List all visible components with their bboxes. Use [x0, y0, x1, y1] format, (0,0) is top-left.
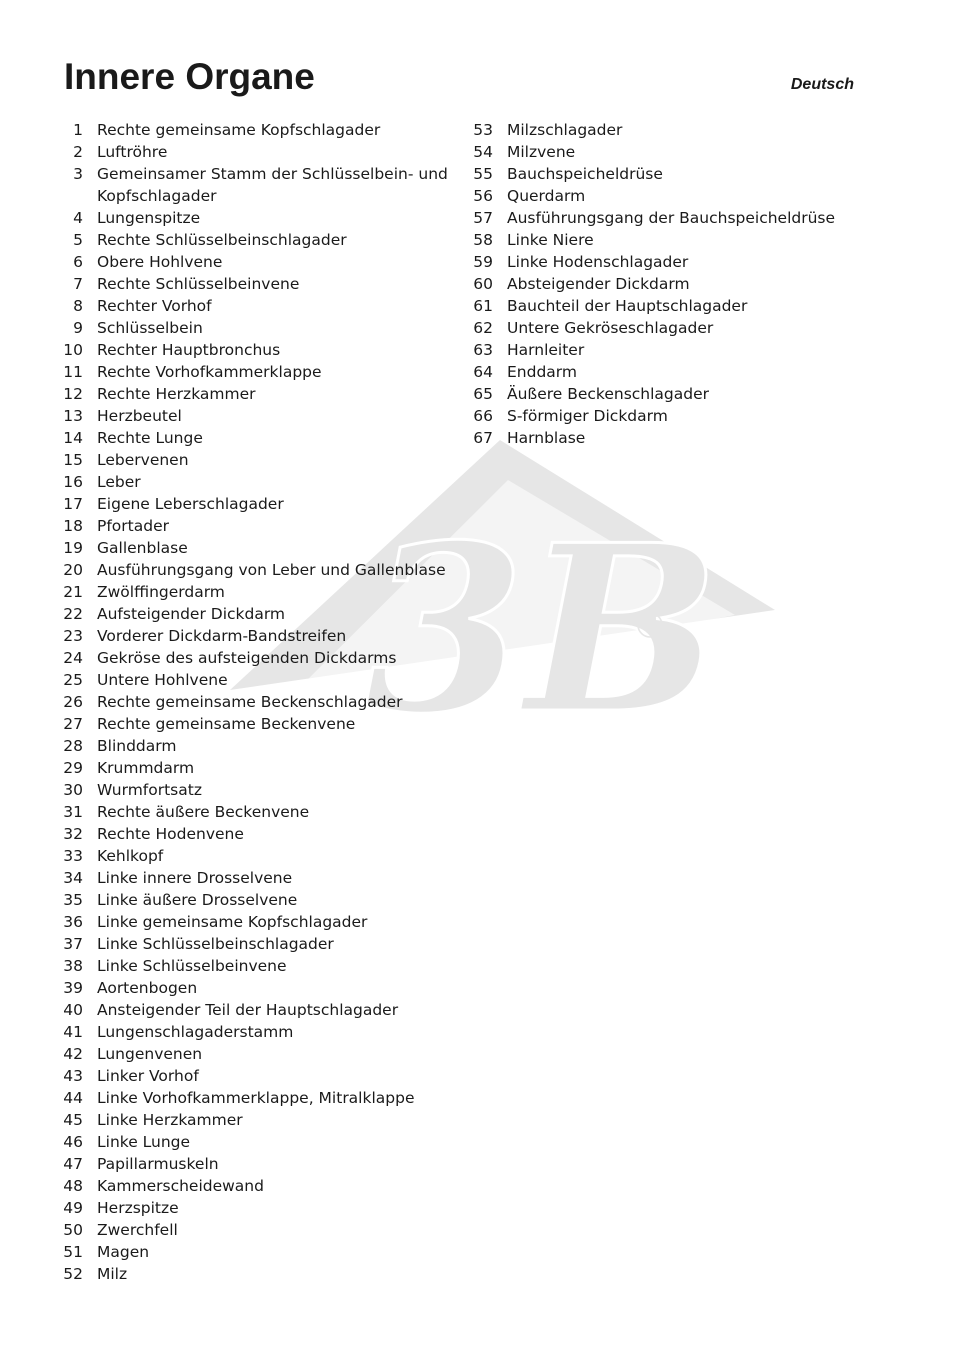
legend-item-number: 2: [73, 143, 83, 161]
legend-item-label: Rechte Schlüsselbeinschlagader: [97, 231, 347, 249]
legend-item-number: 44: [63, 1089, 83, 1107]
legend-item-number: 6: [73, 253, 83, 271]
legend-column-1: [56, 119, 456, 1285]
legend-item-number: 61: [473, 297, 493, 315]
legend-item-number: 1: [73, 121, 83, 139]
legend-item-number: 28: [63, 737, 83, 755]
legend-item-label: Ansteigender Teil der Hauptschlagader: [97, 1001, 399, 1019]
legend-item: [56, 537, 456, 559]
legend-item-label: Lungenschlagaderstamm: [97, 1023, 294, 1041]
legend-item-label: Linke Lunge: [97, 1133, 191, 1151]
legend-item-label: Aortenbogen: [97, 979, 198, 997]
legend-item-number: 39: [63, 979, 83, 997]
legend-item-number: 10: [63, 341, 83, 359]
legend-item-label: Magen: [97, 1243, 150, 1261]
legend-item-label: Bauchteil der Hauptschlagader: [507, 297, 748, 315]
legend-item-label: Milz: [97, 1265, 128, 1283]
legend-item-label: Linke Schlüsselbeinschlagader: [97, 935, 334, 953]
legend-item-label: Rechte Vorhofkammerklappe: [97, 363, 322, 381]
legend-item-label: Obere Hohlvene: [97, 253, 223, 271]
legend-item: [56, 779, 456, 801]
legend-item-label: Gallenblase: [97, 539, 188, 557]
legend-item: [466, 383, 886, 405]
legend-item: [56, 669, 456, 691]
legend-item-number: 3: [73, 165, 83, 183]
legend-item-number: 67: [473, 429, 493, 447]
legend-item: [56, 1175, 456, 1197]
legend-item: [466, 229, 886, 251]
legend-item-label: Linke Niere: [507, 231, 594, 249]
legend-item: [466, 207, 886, 229]
legend-item-number: 24: [63, 649, 83, 667]
legend-item-number: 40: [63, 1001, 83, 1019]
legend-item: [56, 581, 456, 603]
legend-item-label: Zwölffingerdarm: [97, 583, 225, 601]
legend-item: [56, 977, 456, 999]
legend-item-number: 17: [63, 495, 83, 513]
legend-item-label: Eigene Leberschlagader: [97, 495, 284, 513]
legend-item-number: 47: [63, 1155, 83, 1173]
legend-item: [56, 119, 456, 141]
legend-item: [56, 713, 456, 735]
legend-item: [56, 1131, 456, 1153]
legend-item-number: 50: [63, 1221, 83, 1239]
legend-item-number: 32: [63, 825, 83, 843]
legend-item-number: 21: [63, 583, 83, 601]
legend-item-label: Untere Hohlvene: [97, 671, 228, 689]
legend-item: [56, 603, 456, 625]
legend-item-number: 30: [63, 781, 83, 799]
legend-item-label: Harnblase: [507, 429, 586, 447]
legend-item-label: Luftröhre: [97, 143, 168, 161]
legend-item-number: 43: [63, 1067, 83, 1085]
legend-item-label: Lungenspitze: [97, 209, 201, 227]
legend-item-number: 48: [63, 1177, 83, 1195]
legend-item-label: Rechter Hauptbronchus: [97, 341, 281, 359]
legend-item: [466, 141, 886, 163]
legend-item: [56, 317, 456, 339]
legend-item-number: 51: [63, 1243, 83, 1261]
legend-item-label: Herzspitze: [97, 1199, 179, 1217]
legend-item-number: 34: [63, 869, 83, 887]
legend-item: [56, 867, 456, 889]
legend-item: [56, 625, 456, 647]
legend-item-label: Rechter Vorhof: [97, 297, 212, 315]
legend-item-number: 16: [63, 473, 83, 491]
legend-item-label: Ausführungsgang von Leber und Gallenblase: [97, 561, 446, 579]
legend-item-number: 66: [473, 407, 493, 425]
legend-item: [56, 1109, 456, 1131]
legend-item-number: 59: [473, 253, 493, 271]
legend-item: [56, 889, 456, 911]
legend-item: [56, 1153, 456, 1175]
legend-item-label: Papillarmuskeln: [97, 1155, 219, 1173]
legend-item: [56, 405, 456, 427]
legend-item: [466, 119, 886, 141]
legend-item-label: Kammerscheidewand: [97, 1177, 264, 1195]
legend-item-label: Äußere Beckenschlagader: [507, 385, 710, 403]
legend-item: [56, 691, 456, 713]
legend-item: [56, 141, 456, 163]
legend-item: [56, 647, 456, 669]
legend-item: [56, 1241, 456, 1263]
legend-item-number: 56: [473, 187, 493, 205]
logo-text: 3B: [365, 495, 720, 740]
legend-item-number: 33: [63, 847, 83, 865]
legend-item-label: Herzbeutel: [97, 407, 182, 425]
legend-item-label: Enddarm: [507, 363, 577, 381]
legend-item: [56, 207, 456, 229]
legend-item: [56, 735, 456, 757]
legend-item-label: Gekröse des aufsteigenden Dickdarms: [97, 649, 397, 667]
legend-item-number: 19: [63, 539, 83, 557]
legend-item-number: 13: [63, 407, 83, 425]
legend-item-label: Querdarm: [507, 187, 586, 205]
legend-item-number: 25: [63, 671, 83, 689]
legend-item-number: 27: [63, 715, 83, 733]
language-label: Deutsch: [790, 76, 854, 93]
legend-item-label: Rechte Hodenvene: [97, 825, 244, 843]
legend-item: [466, 251, 886, 273]
legend-item-label: Krummdarm: [97, 759, 195, 777]
legend-item: [466, 405, 886, 427]
legend-item-label: S-förmiger Dickdarm: [507, 407, 668, 425]
legend-item-number: 8: [73, 297, 83, 315]
legend-item: [466, 185, 886, 207]
legend-item-number: 37: [63, 935, 83, 953]
legend-item: [56, 823, 456, 845]
legend-item-label: Kehlkopf: [97, 847, 164, 865]
legend-item-label: Milzvene: [507, 143, 576, 161]
legend-item-label: Bauchspeicheldrüse: [507, 165, 663, 183]
page-title: Innere Organe: [64, 56, 315, 97]
legend-item-label: Rechte gemeinsame Kopfschlagader: [97, 121, 381, 139]
legend-item-label: Harnleiter: [507, 341, 585, 359]
legend-item: [56, 559, 456, 581]
legend-item: [56, 801, 456, 823]
legend-item-number: 31: [63, 803, 83, 821]
legend-item-number: 49: [63, 1199, 83, 1217]
legend-item: [56, 229, 456, 251]
legend-item: [56, 1087, 456, 1109]
legend-item: [466, 427, 886, 449]
legend-item: [56, 493, 456, 515]
legend-item-number: 11: [63, 363, 83, 381]
legend-item-number: 12: [63, 385, 83, 403]
legend-item-label: Untere Gekröseschlagader: [507, 319, 714, 337]
legend-item-label: Leber: [97, 473, 141, 491]
legend-item-number: 65: [473, 385, 493, 403]
legend-item-number: 62: [473, 319, 493, 337]
legend-item-label: Linke Vorhofkammerklappe, Mitralklappe: [97, 1089, 415, 1107]
legend-item: [466, 317, 886, 339]
legend-item-label: Zwerchfell: [97, 1221, 178, 1239]
legend-item-number: 52: [63, 1265, 83, 1283]
legend-item-label: Linker Vorhof: [97, 1067, 199, 1085]
legend-item-number: 64: [473, 363, 493, 381]
legend-item-number: 54: [473, 143, 493, 161]
legend-item-number: 4: [73, 209, 83, 227]
legend-item: [56, 515, 456, 537]
legend-item-label: Rechte gemeinsame Beckenvene: [97, 715, 356, 733]
legend-item-number: 36: [63, 913, 83, 931]
legend-item-number: 63: [473, 341, 493, 359]
legend-item: [56, 933, 456, 955]
legend-item-label: Linke äußere Drosselvene: [97, 891, 298, 909]
legend-item: [466, 339, 886, 361]
legend-item-number: 53: [473, 121, 493, 139]
legend-item-label: Lebervenen: [97, 451, 189, 469]
legend-item-label: Rechte gemeinsame Beckenschlagader: [97, 693, 403, 711]
legend-item: [466, 163, 886, 185]
legend-item-number: 29: [63, 759, 83, 777]
legend-item: [56, 1219, 456, 1241]
legend-item-label: Ausführungsgang der Bauchspeicheldrüse: [507, 209, 836, 227]
legend-item: [56, 911, 456, 933]
legend-item-number: 7: [73, 275, 83, 293]
legend-item-label: Lungenvenen: [97, 1045, 203, 1063]
legend-item-number: 60: [473, 275, 493, 293]
legend-item: [56, 361, 456, 383]
legend-item-number: 57: [473, 209, 493, 227]
legend-item-label: Aufsteigender Dickdarm: [97, 605, 286, 623]
legend-item-number: 18: [63, 517, 83, 535]
legend-item: [56, 1021, 456, 1043]
legend-item-label: Linke innere Drosselvene: [97, 869, 293, 887]
legend-item-label: Rechte Schlüsselbeinvene: [97, 275, 300, 293]
legend-item: [56, 845, 456, 867]
legend-item-number: 46: [63, 1133, 83, 1151]
legend-item-label: Pfortader: [97, 517, 169, 535]
legend-item-number: 23: [63, 627, 83, 645]
legend-item: [56, 427, 456, 449]
legend-item: [56, 471, 456, 493]
legend-item-number: 55: [473, 165, 493, 183]
legend-item: [56, 1065, 456, 1087]
legend-item-number: 58: [473, 231, 493, 249]
legend-item-label: Wurmfortsatz: [97, 781, 202, 799]
legend-item-label: Rechte Lunge: [97, 429, 203, 447]
legend-item: [466, 273, 886, 295]
legend-item-number: 45: [63, 1111, 83, 1129]
legend-item: [56, 163, 456, 207]
legend-item-label: Linke Schlüsselbeinvene: [97, 957, 287, 975]
legend-item-label: Milzschlagader: [507, 121, 623, 139]
legend-item: [56, 273, 456, 295]
legend-item-number: 35: [63, 891, 83, 909]
legend-item: [56, 955, 456, 977]
legend-item: [56, 1197, 456, 1219]
legend-item: [56, 999, 456, 1021]
legend-item-number: 5: [73, 231, 83, 249]
legend-item: [56, 295, 456, 317]
legend-item-label: Blinddarm: [97, 737, 177, 755]
legend-item-label: Gemeinsamer Stamm der Schlüsselbein- und Kopfschlagader: [97, 165, 448, 205]
legend-item: [56, 449, 456, 471]
legend-item-number: 41: [63, 1023, 83, 1041]
legend-item-label: Rechte äußere Beckenvene: [97, 803, 310, 821]
legend-item-label: Schlüsselbein: [97, 319, 203, 337]
legend-item: [56, 1043, 456, 1065]
legend-item-number: 22: [63, 605, 83, 623]
legend-column-2: [466, 119, 886, 449]
legend-item-number: 42: [63, 1045, 83, 1063]
legend-item-number: 15: [63, 451, 83, 469]
legend-item-number: 14: [63, 429, 83, 447]
legend-item: [466, 361, 886, 383]
legend-item-label: Linke Herzkammer: [97, 1111, 243, 1129]
legend-item-number: 20: [63, 561, 83, 579]
legend-item-label: Absteigender Dickdarm: [507, 275, 690, 293]
legend-item-number: 26: [63, 693, 83, 711]
legend-item-number: 38: [63, 957, 83, 975]
legend-item: [466, 295, 886, 317]
legend-item: [56, 1263, 456, 1285]
legend-item: [56, 339, 456, 361]
legend-item-label: Linke Hodenschlagader: [507, 253, 689, 271]
legend-item-label: Rechte Herzkammer: [97, 385, 256, 403]
legend-item: [56, 383, 456, 405]
legend-item-label: Linke gemeinsame Kopfschlagader: [97, 913, 368, 931]
legend-item: [56, 757, 456, 779]
legend-item: [56, 251, 456, 273]
legend-item-number: 9: [73, 319, 83, 337]
legend-item-label: Vorderer Dickdarm-Bandstreifen: [97, 627, 347, 645]
